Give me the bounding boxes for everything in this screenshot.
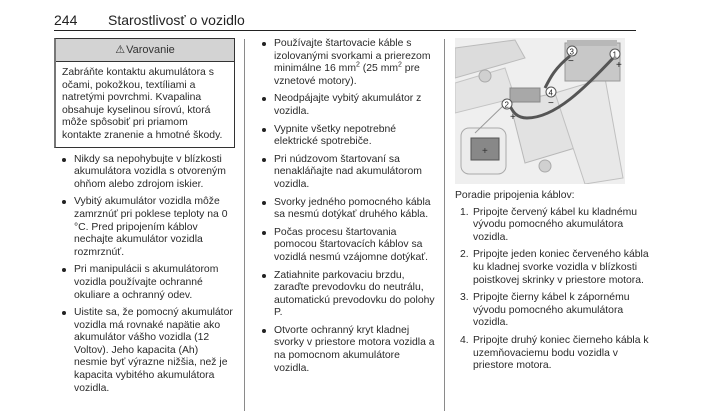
bullet-icon <box>62 158 66 162</box>
column-divider <box>244 39 245 411</box>
bullet-icon <box>262 158 266 162</box>
list-item <box>54 307 234 395</box>
list-item <box>254 227 436 265</box>
bullet-icon <box>62 268 66 272</box>
warning-text: Zabráňte kontaktu akumulátora s očami, pokožkou, textíliami a natretými povrchmi. Kvapalina obsahuje kyselinou sírovú, ktorá môže spôsobiť pri priamom kontakte zranenie a hmotné škody. <box>62 67 223 141</box>
step-item <box>455 292 655 330</box>
callout-3: 3 <box>569 47 574 57</box>
warning-header <box>56 39 234 62</box>
list-item-text: Neodpájajte vybitý akumulátor z vozidla. <box>274 93 422 117</box>
jumpstart-illustration <box>455 38 625 184</box>
list-item <box>254 124 436 149</box>
list-item-text: Počas procesu štartovania pomocou štartovacích káblov sa vozidlá nesmú vzájomne dotýkať. <box>274 226 429 263</box>
step-text: Pripojte druhý koniec čierneho kábla k uzemňovaciemu bodu vozidla v priestore motora. <box>473 334 649 372</box>
bullet-icon <box>262 274 266 278</box>
callout-2: 2 <box>504 100 509 110</box>
minus-sign: − <box>548 98 554 109</box>
page-number: 244 <box>54 12 78 28</box>
step-item <box>455 249 655 287</box>
engine-bay-drawing <box>455 38 625 184</box>
list-item <box>254 270 436 320</box>
list-item <box>254 325 436 375</box>
plus-sign: + <box>510 112 516 123</box>
list-item-text: Pri núdzovom štartovaní sa nenakláňajte nad akumulátorom vozidla. <box>274 153 422 190</box>
step-item <box>455 207 655 245</box>
list-item-text: Svorky jedného pomocného kábla sa nesmú dotýkať druhého kábla. <box>274 196 431 221</box>
list-item <box>254 154 436 192</box>
bullet-icon <box>262 42 266 46</box>
step-number: 4. <box>460 334 469 346</box>
safety-list <box>54 154 234 396</box>
bullet-icon <box>262 128 266 132</box>
list-item-text: Vybitý akumulátor vozidla môže zamrznúť pri poklese teploty na 0 °C. Pred pripojením káblov nechajte akumulátor vozidla rozmrznúť. <box>74 196 228 258</box>
plus-sign: + <box>616 60 622 71</box>
step-item <box>455 335 655 373</box>
warning-title: Varovanie <box>126 43 175 56</box>
step-text: Pripojte červený kábel ku kladnému vývodu pomocného akumulátora vozidla. <box>473 206 638 243</box>
list-item <box>54 196 234 259</box>
list-item-text: Uistite sa, že pomocný akumulátor vozidla má rovnaké napätie ako akumulátor vášho vozidla (12 Voltov). Jeho kapacita (Ah) nesmie byť výrazne nižšia, než je kapacita vybitého akumulátora vozidla. <box>74 307 233 394</box>
bullet-icon <box>262 329 266 333</box>
svg-text:+: + <box>482 146 488 157</box>
step-number: 1. <box>460 206 469 218</box>
list-item-text: Pri manipulácii s akumulátorom vozidla používajte ochranné okuliare a ochranný odev. <box>74 264 219 301</box>
list-item-text: Zatiahnite parkovaciu brzdu, zaraďte prevodovku do neutrálu, automatickú prevodovku do polohy P. <box>274 269 435 319</box>
bullet-icon <box>262 201 266 205</box>
step-text: Pripojte jeden koniec červeného kábla ku kladnej svorke vozidla v blízkosti poistkovej skrinky v priestore motora. <box>473 249 649 286</box>
warning-box <box>54 38 235 148</box>
jumpstart-list <box>254 38 436 375</box>
connection-order-caption: Poradie pripojenia káblov: <box>455 190 575 201</box>
column-1 <box>54 38 234 400</box>
bullet-icon <box>62 311 66 315</box>
list-item-text: Používajte štartovacie káble s izolovanými svorkami a prierezom minimálne 16 $mm^2$ (25 $mm^2$ pre vznetové motory). <box>274 38 431 87</box>
bullet-icon <box>262 231 266 235</box>
minus-sign: − <box>568 56 574 67</box>
list-item-text: Vypnite všetky nepotrebné elektrické spotrebiče. <box>274 123 397 148</box>
column-3 <box>455 38 655 378</box>
column-2 <box>254 38 436 380</box>
list-item <box>254 38 436 88</box>
callout-1: 1 <box>612 50 617 60</box>
step-number: 2. <box>460 249 469 261</box>
section-title: Starostlivosť o vozidlo <box>108 12 245 28</box>
bullet-icon <box>262 97 266 101</box>
step-text: Pripojte čierny kábel k zápornému vývodu pomocného akumulátora vozidla. <box>473 292 630 329</box>
list-item-text: Nikdy sa nepohybujte v blízkosti akumulátora vozidla s otvoreným ohňom alebo zdrojom iskier. <box>74 153 226 190</box>
page-header <box>54 10 636 31</box>
warning-triangle-icon: ⚠ <box>115 43 126 56</box>
list-item-text: Otvorte ochranný kryt kladnej svorky v priestore motora vozidla a na pomocnom akumulátore vozidla. <box>274 324 435 374</box>
list-item <box>54 154 234 192</box>
bullet-icon <box>62 200 66 204</box>
list-item <box>254 93 436 118</box>
list-item <box>254 197 436 222</box>
list-item <box>54 264 234 302</box>
connection-steps <box>455 207 655 373</box>
column-divider <box>444 39 445 411</box>
step-number: 3. <box>460 292 469 304</box>
callout-4: 4 <box>548 88 553 98</box>
